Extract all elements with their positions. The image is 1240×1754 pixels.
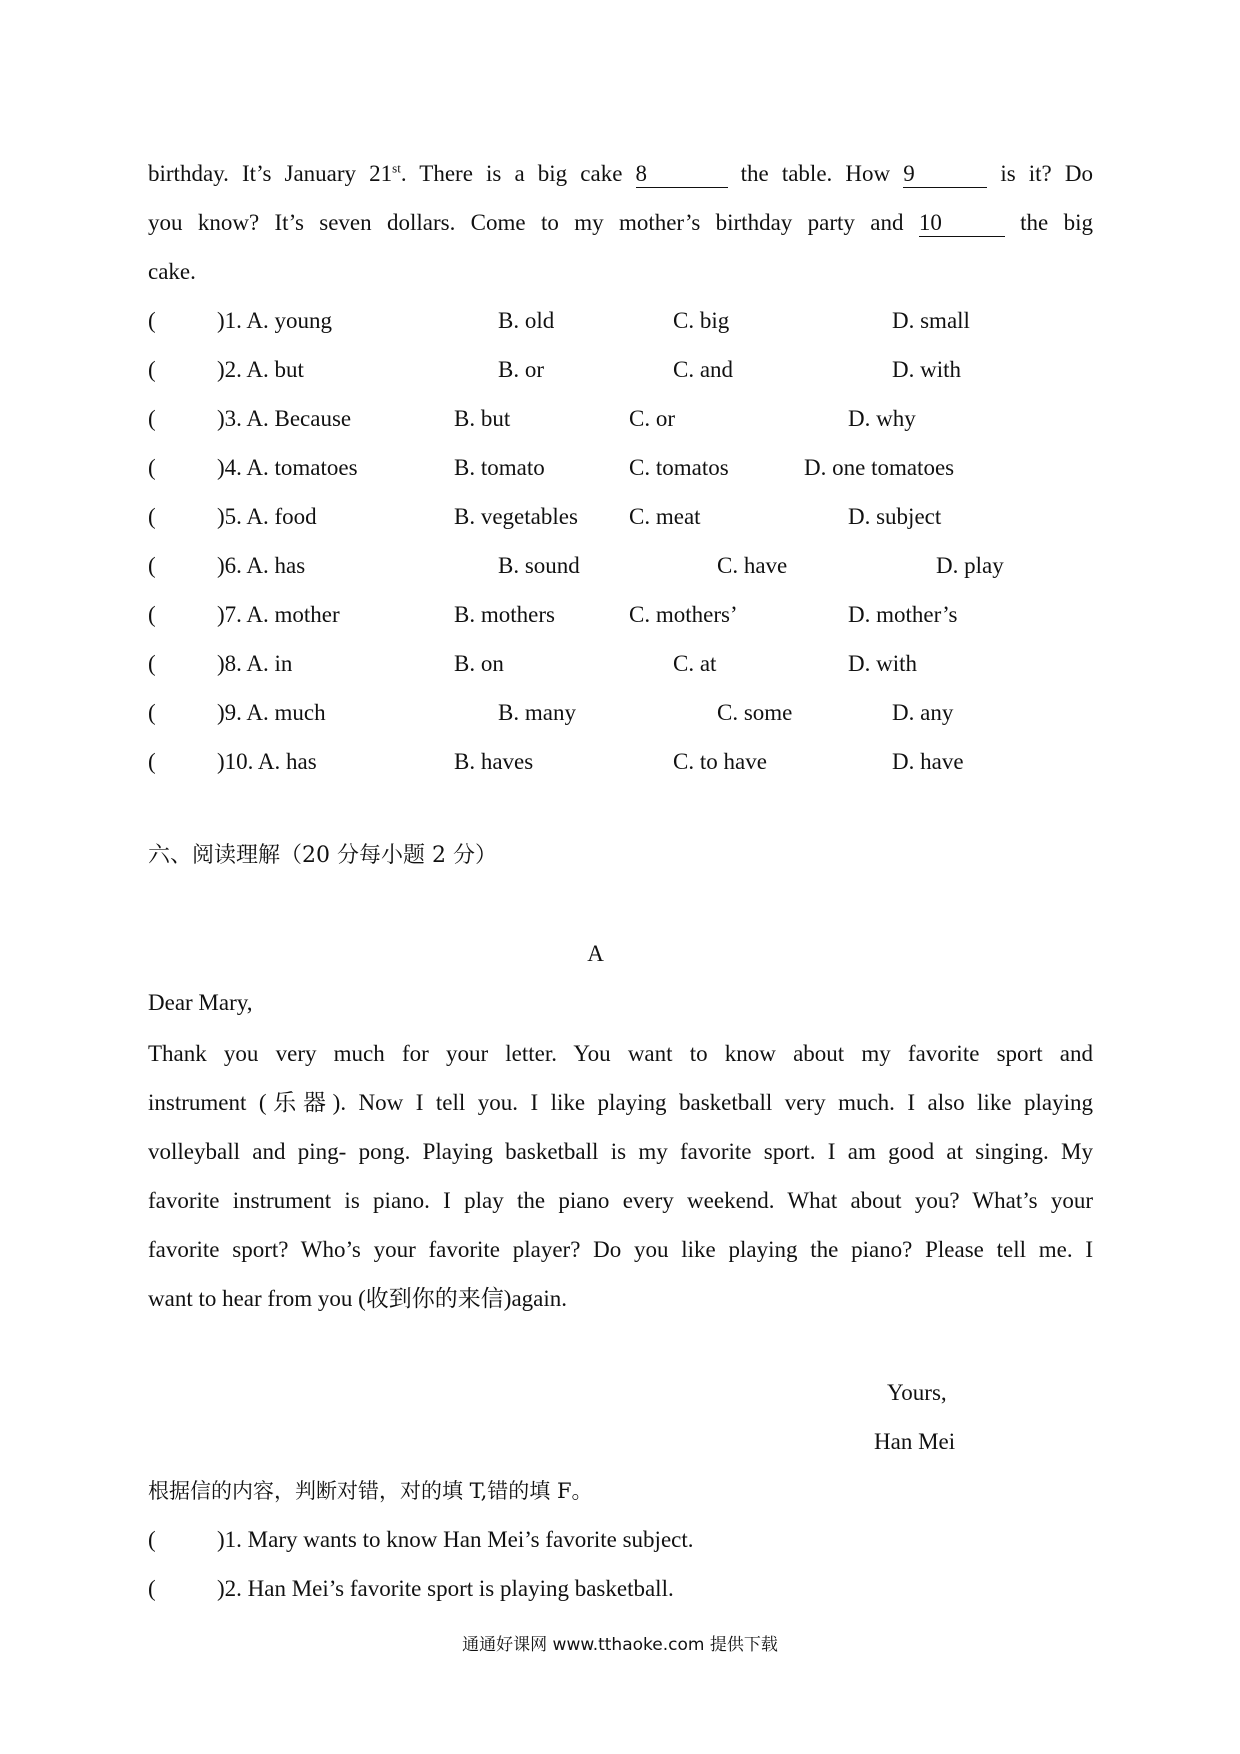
passage-line-1: birthday. It’s January 21st. There is a big cake 8 the table. How 9 is it? Do	[148, 160, 1093, 186]
option-b: B. tomato	[454, 455, 545, 480]
option-d: D. play	[936, 553, 1004, 578]
option-b: B. many	[498, 700, 576, 725]
answer-paren[interactable]: (	[148, 1527, 156, 1552]
answer-paren[interactable]: (	[148, 553, 156, 578]
question-option-a: )8. A. in	[217, 651, 293, 676]
question-option-a: )10. A. has	[217, 749, 317, 774]
option-d: D. why	[848, 406, 916, 431]
option-c: C. some	[717, 700, 793, 725]
option-d: D. subject	[848, 504, 942, 529]
option-c: C. tomatos	[629, 455, 729, 480]
letter-line-1: Thank you very much for your letter. You want to know about my favorite sport and	[148, 1041, 1093, 1066]
salutation: Dear Mary,	[148, 990, 253, 1015]
answer-paren[interactable]: (	[148, 602, 156, 627]
answer-paren[interactable]: (	[148, 406, 156, 431]
question-option-a: )2. A. but	[217, 357, 304, 382]
option-b: B. vegetables	[454, 504, 578, 529]
option-b: B. but	[454, 406, 511, 431]
option-d: D. with	[848, 651, 917, 676]
part-label: A	[587, 941, 604, 966]
option-c: C. or	[629, 406, 675, 431]
letter-line-5: favorite sport? Who’s your favorite player? Do you like playing the piano? Please tell me. I	[148, 1237, 1093, 1262]
question-option-a: )1. A. young	[217, 308, 332, 333]
answer-paren[interactable]: (	[148, 1576, 156, 1601]
closing: Yours,	[887, 1380, 947, 1405]
signature: Han Mei	[874, 1429, 956, 1454]
answer-paren[interactable]: (	[148, 308, 156, 333]
letter-line-4: favorite instrument is piano. I play the piano every weekend. What about you? What’s your	[148, 1188, 1093, 1213]
blank-10[interactable]: 10	[919, 210, 1005, 237]
option-b: B. on	[454, 651, 504, 676]
answer-paren[interactable]: (	[148, 504, 156, 529]
blank-8[interactable]: 8	[636, 161, 728, 188]
option-b: B. or	[498, 357, 544, 382]
tf-statement: )2. Han Mei’s favorite sport is playing basketball.	[217, 1576, 674, 1601]
answer-paren[interactable]: (	[148, 749, 156, 774]
answer-paren[interactable]: (	[148, 357, 156, 382]
option-d: D. mother’s	[848, 602, 958, 627]
option-c: C. to have	[673, 749, 767, 774]
option-c: C. mothers’	[629, 602, 738, 627]
section-title: 六、阅读理解（20 分每小题 2 分）	[148, 843, 497, 868]
option-c: C. at	[673, 651, 717, 676]
option-c: C. have	[717, 553, 788, 578]
letter-line-6: want to hear from you (收到你的来信)again.	[148, 1286, 568, 1311]
option-d: D. any	[892, 700, 954, 725]
tf-instruction: 根据信的内容，判断对错，对的填 T,错的填 F。	[148, 1479, 593, 1503]
option-d: D. with	[892, 357, 961, 382]
option-d: D. have	[892, 749, 964, 774]
letter-line-3: volleyball and ping- pong. Playing basketball is my favorite sport. I am good at singing. My	[148, 1139, 1093, 1164]
option-c: C. big	[673, 308, 730, 333]
option-d: D. one tomatoes	[804, 455, 955, 480]
blank-9[interactable]: 9	[903, 161, 987, 188]
option-b: B. haves	[454, 749, 534, 774]
option-d: D. small	[892, 308, 970, 333]
tf-statement: )1. Mary wants to know Han Mei’s favorite subject.	[217, 1527, 694, 1552]
passage-line-2: you know? It’s seven dollars. Come to my mother’s birthday party and 10 the big	[148, 210, 1094, 235]
letter-line-2: instrument (乐器). Now I tell you. I like playing basketball very much. I also like playing	[148, 1090, 1093, 1115]
answer-paren[interactable]: (	[148, 651, 156, 676]
passage-line-3: cake.	[148, 259, 196, 284]
option-b: B. old	[498, 308, 555, 333]
answer-paren[interactable]: (	[148, 455, 156, 480]
answer-paren[interactable]: (	[148, 700, 156, 725]
option-c: C. meat	[629, 504, 701, 529]
question-option-a: )3. A. Because	[217, 406, 352, 431]
option-b: B. sound	[498, 553, 580, 578]
option-b: B. mothers	[454, 602, 555, 627]
option-c: C. and	[673, 357, 734, 382]
footer-credit: 通通好课网 www.tthaoke.com 提供下载	[462, 1635, 778, 1655]
question-option-a: )5. A. food	[217, 504, 317, 529]
question-option-a: )9. A. much	[217, 700, 326, 725]
question-option-a: )6. A. has	[217, 553, 306, 578]
question-option-a: )4. A. tomatoes	[217, 455, 358, 480]
question-option-a: )7. A. mother	[217, 602, 340, 627]
